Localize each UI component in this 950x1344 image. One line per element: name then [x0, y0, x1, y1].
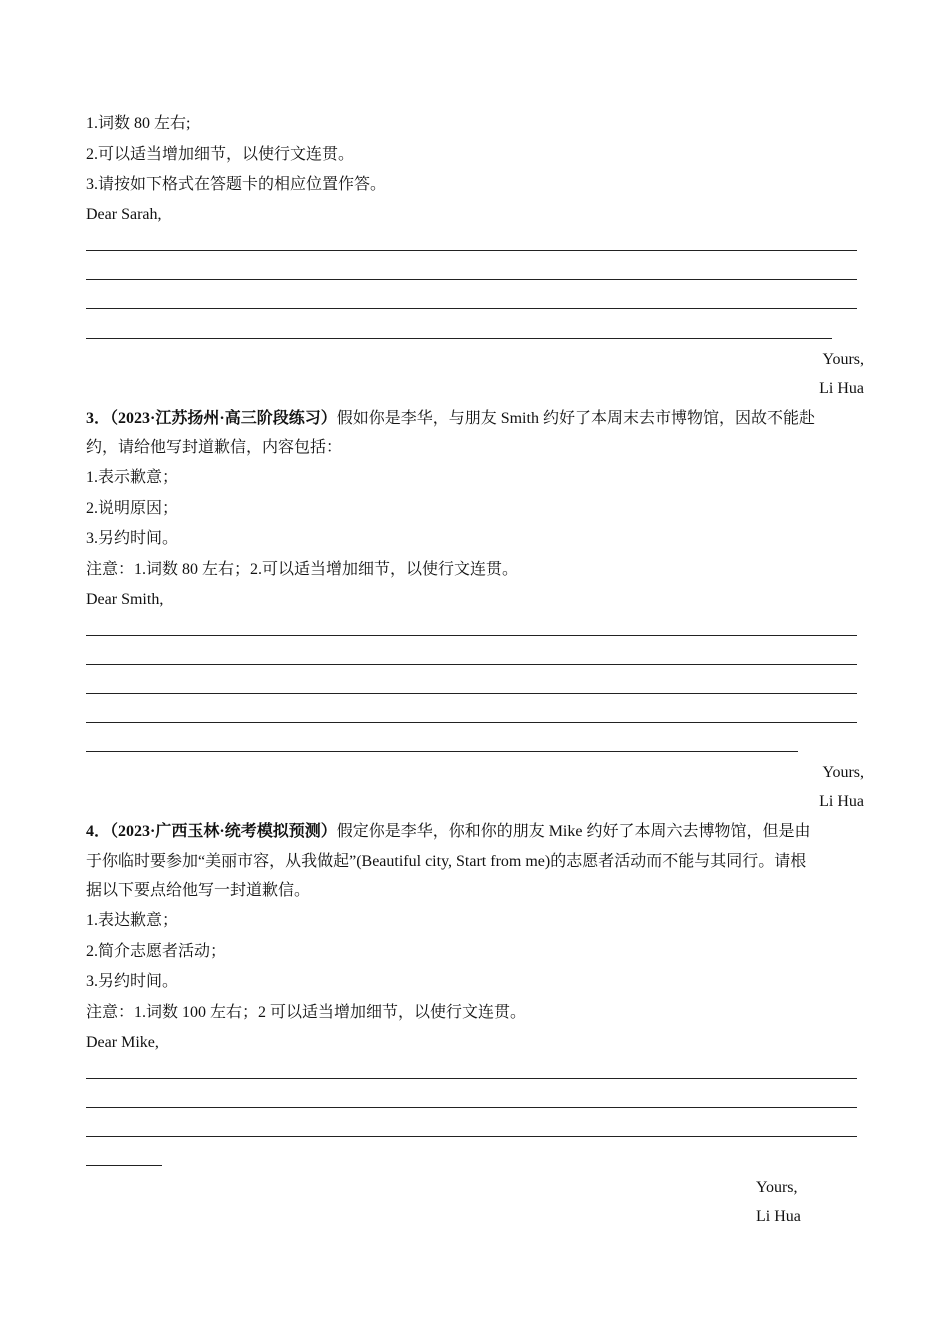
requirement-3: 3.请按如下格式在答题卡的相应位置作答。: [86, 176, 387, 193]
answer-line: [86, 1165, 162, 1166]
letter-signature: Li Hua: [819, 380, 864, 397]
answer-line: [86, 308, 857, 309]
question-number: 4．: [86, 823, 111, 840]
question-source: （2023·江苏扬州·高三阶段练习）: [110, 410, 337, 427]
question-prompt-text: 于你临时要参加“美丽市容，从我做起”(Beautiful city, Start from me)的志愿者活动而不能与其同行。请根: [86, 853, 807, 870]
question-prompt-text: 约，请给他写封道歉信，内容包括：: [86, 439, 343, 456]
content-item-3: 3.另约时间。: [86, 973, 179, 990]
letter-closing: Yours,: [756, 1179, 798, 1196]
content-item-2: 2.说明原因；: [86, 500, 179, 517]
content-item-2: 2.简介志愿者活动；: [86, 943, 227, 960]
content-item-1: 1.表达歉意；: [86, 912, 179, 929]
letter-greeting: Dear Mike,: [86, 1034, 159, 1051]
answer-line: [86, 664, 857, 665]
answer-line: [86, 1136, 857, 1137]
answer-line: [86, 635, 857, 636]
letter-greeting: Dear Smith,: [86, 591, 164, 608]
requirement-2: 2.可以适当增加细节，以使行文连贯。: [86, 146, 355, 163]
letter-closing: Yours,: [822, 351, 864, 368]
answer-line: [86, 693, 857, 694]
letter-signature: Li Hua: [819, 793, 864, 810]
question-number: 3．: [86, 410, 111, 427]
question-4-prompt: [86, 822, 810, 842]
letter-closing: Yours,: [822, 764, 864, 781]
requirement-1: 1.词数 80 左右;: [86, 115, 191, 132]
question-source: （2023·广西玉林·统考模拟预测）: [110, 823, 337, 840]
answer-line: [86, 1078, 857, 1079]
letter-signature: Li Hua: [756, 1208, 801, 1225]
answer-line: [86, 279, 857, 280]
letter-greeting: Dear Sarah,: [86, 206, 162, 223]
content-item-3: 3.另约时间。: [86, 530, 179, 547]
question-note: 注意：1.词数 100 左右；2 可以适当增加细节，以使行文连贯。: [86, 1004, 527, 1021]
question-prompt-text: 据以下要点给他写一封道歉信。: [86, 882, 311, 899]
answer-line: [86, 722, 857, 723]
answer-line: [86, 250, 857, 251]
answer-line: [86, 751, 798, 752]
answer-line: [86, 1107, 857, 1108]
question-prompt-text: 假定你是李华，你和你的朋友 Mike 约好了本周六去博物馆，但是由: [336, 823, 811, 840]
question-3-prompt: [86, 409, 815, 429]
answer-line: [86, 338, 832, 339]
content-item-1: 1.表示歉意；: [86, 469, 179, 486]
question-note: 注意：1.词数 80 左右；2.可以适当增加细节，以使行文连贯。: [86, 561, 519, 578]
question-prompt-text: 假如你是李华，与朋友 Smith 约好了本周末去市博物馆，因故不能赴: [336, 410, 815, 427]
